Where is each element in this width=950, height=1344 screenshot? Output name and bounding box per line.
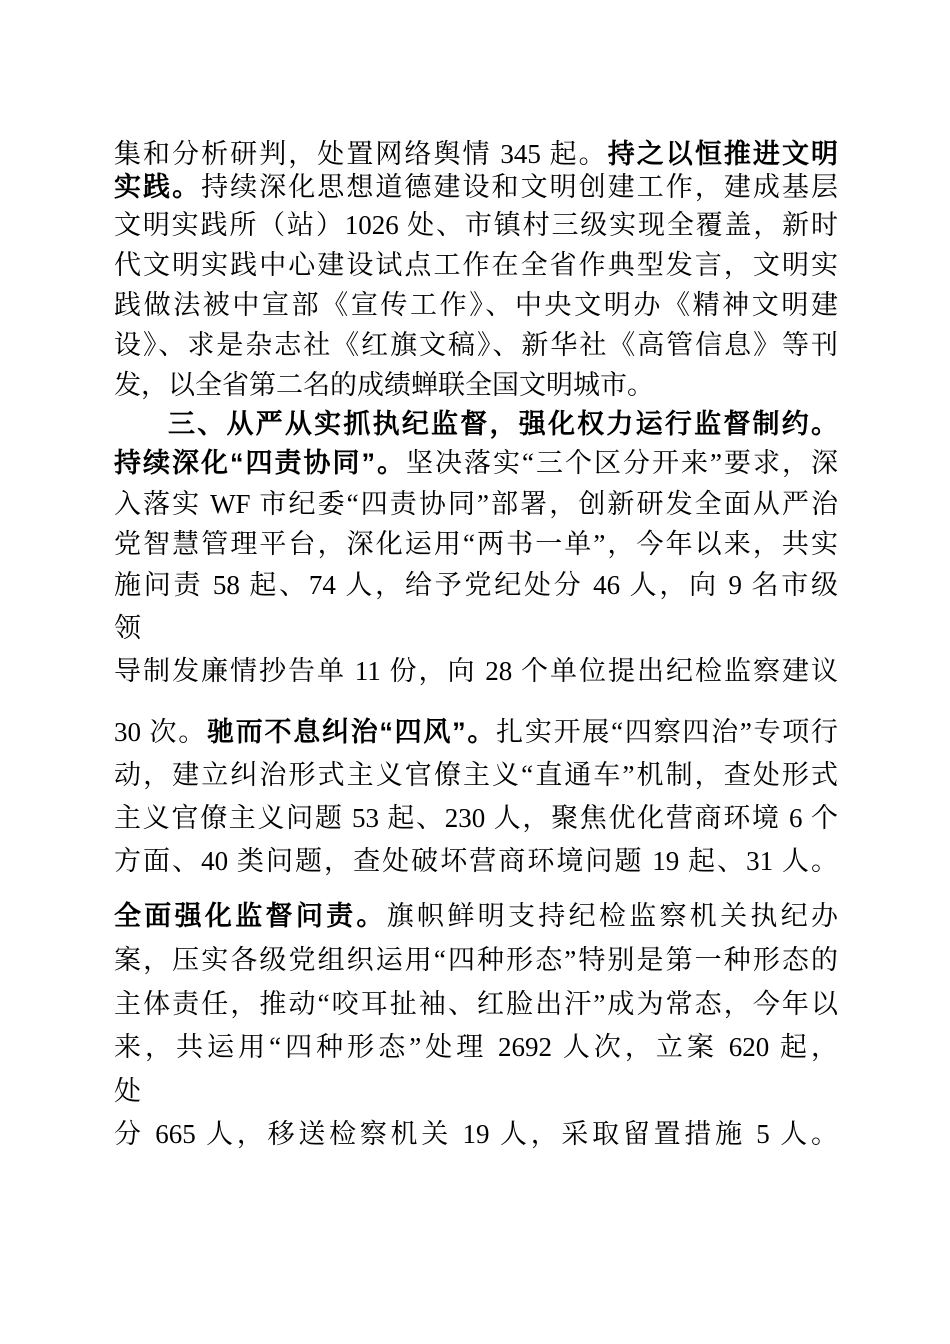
body-text: 领 bbox=[114, 613, 141, 643]
text-line bbox=[114, 287, 838, 323]
body-text: 发，以全省第二名的成绩蝉联全国文明城市。 bbox=[114, 370, 654, 400]
text-line bbox=[114, 1116, 838, 1152]
text-line bbox=[114, 1073, 838, 1109]
text-line bbox=[114, 1029, 838, 1065]
emphasis-text: 驰而不息纠治“四风”。 bbox=[206, 717, 497, 747]
text-line bbox=[114, 406, 838, 442]
text-line bbox=[114, 247, 838, 283]
text-line bbox=[114, 843, 838, 879]
body-text: 30 次。 bbox=[114, 717, 207, 747]
body-text: 入落实 WF 市纪委“四责协同”部署，创新研发全面从严治 bbox=[114, 489, 838, 519]
body-text: 文明实践所（站）1026 处、市镇村三级实现全覆盖，新时 bbox=[114, 210, 838, 240]
text-line bbox=[114, 610, 838, 646]
body-text: 扎实开展“四察四治”专项行 bbox=[496, 717, 839, 747]
text-line bbox=[114, 942, 838, 978]
emphasis-text: 持之以恒推进文明 bbox=[607, 139, 839, 169]
text-line bbox=[114, 653, 838, 689]
body-text: 分 665 人，移送检察机关 19 人，采取留置措施 5 人。 bbox=[114, 1119, 838, 1149]
body-text: 施问责 58 起、74 人，给予党纪处分 46 人，向 9 名市级 bbox=[114, 570, 838, 600]
text-line bbox=[114, 567, 838, 603]
body-text: 旗帜鲜明支持纪检监察机关执纪办 bbox=[386, 901, 839, 931]
body-text: 党智慧管理平台，深化运用“两书一单”，今年以来，共实 bbox=[114, 529, 838, 559]
text-line bbox=[114, 367, 838, 403]
emphasis-text: 持续深化“四责协同”。 bbox=[114, 448, 407, 478]
text-line bbox=[114, 800, 838, 836]
section-heading-text: 三、从严从实抓执纪监督，强化权力运行监督制约。 bbox=[168, 409, 838, 439]
text-line bbox=[114, 169, 838, 205]
text-line bbox=[114, 526, 838, 562]
text-line bbox=[114, 136, 838, 172]
emphasis-text: 实践。 bbox=[114, 172, 202, 202]
text-line bbox=[114, 486, 838, 522]
body-text: 坚决落实“三个区分开来”要求，深 bbox=[406, 448, 839, 478]
body-text: 方面、40 类问题，查处破坏营商环境问题 19 起、31 人。 bbox=[114, 846, 838, 876]
text-line bbox=[114, 207, 838, 243]
body-text: 持续深化思想道德建设和文明创建工作，建成基层 bbox=[201, 172, 838, 202]
body-text: 导制发廉情抄告单 11 份，向 28 个单位提出纪检监察建议 bbox=[114, 656, 838, 686]
body-text: 主义官僚主义问题 53 起、230 人，聚焦优化营商环境 6 个 bbox=[114, 803, 838, 833]
body-text: 设》、求是杂志社《红旗文稿》、新华社《高管信息》等刊 bbox=[114, 330, 838, 360]
body-text: 案，压实各级党组织运用“四种形态”特别是第一种形态的 bbox=[114, 945, 838, 975]
body-text: 践做法被中宣部《宣传工作》、中央文明办《精神文明建 bbox=[114, 290, 838, 320]
text-line bbox=[114, 986, 838, 1022]
body-text: 代文明实践中心建设试点工作在全省作典型发言，文明实 bbox=[114, 250, 838, 280]
text-line bbox=[114, 445, 838, 481]
body-text: 主体责任，推动“咬耳扯袖、红脸出汗”成为常态，今年以 bbox=[114, 989, 838, 1019]
text-line bbox=[114, 714, 838, 750]
body-text: 处 bbox=[114, 1076, 141, 1106]
text-line bbox=[114, 327, 838, 363]
text-line bbox=[114, 898, 838, 934]
emphasis-text: 全面强化监督问责。 bbox=[114, 901, 387, 931]
text-line bbox=[114, 757, 838, 793]
body-text: 集和分析研判，处置网络舆情 345 起。 bbox=[114, 139, 608, 169]
body-text: 动，建立纠治形式主义官僚主义“直通车”机制，查处形式 bbox=[114, 760, 838, 790]
body-text: 来，共运用“四种形态”处理 2692 人次，立案 620 起， bbox=[114, 1032, 838, 1062]
